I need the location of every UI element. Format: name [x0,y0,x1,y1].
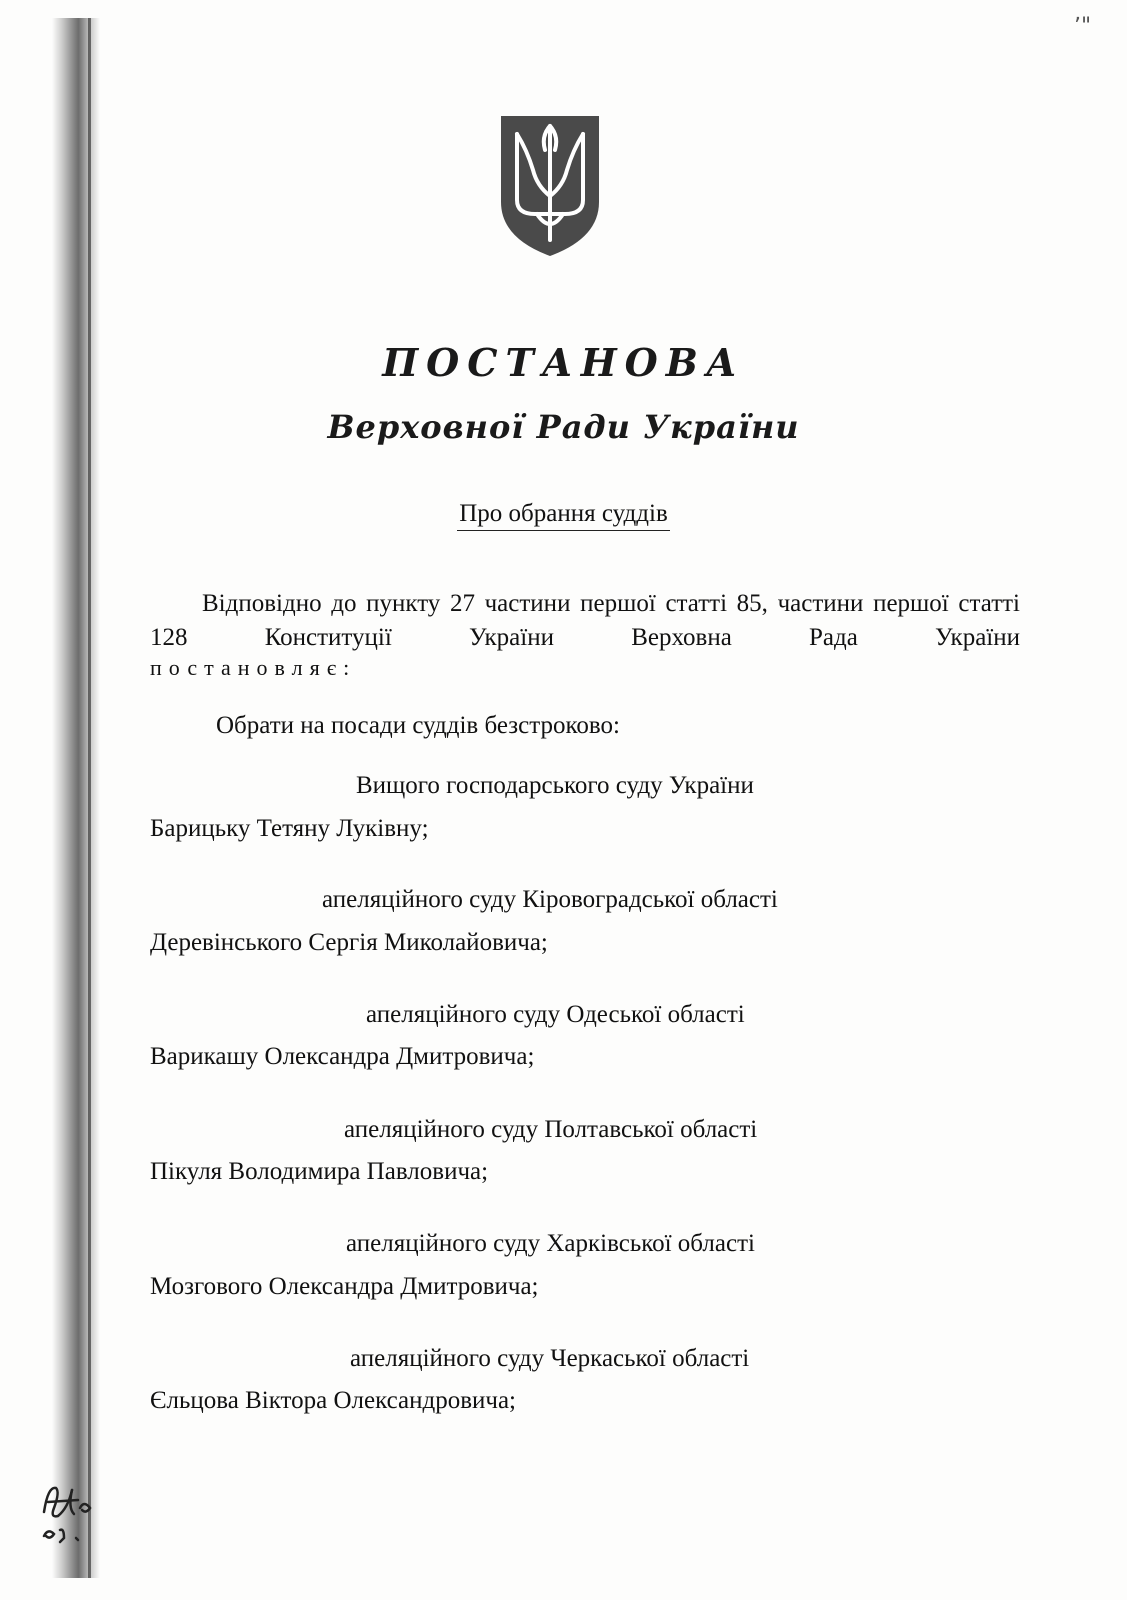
preamble-text: Відповідно до пункту 27 частини першої статті 85, частини першої статті 128 Конституції України Верховна Рада України [150,590,1020,651]
handwritten-initials-icon [38,1478,108,1548]
judge-name: Мозгового Олександра Дмитровича; [150,1273,539,1300]
resolves-word: постановляє: [150,655,357,680]
judge-name: Варикашу Олександра Дмитровича; [150,1043,535,1070]
binding-edge [88,18,91,1578]
corner-mark: ʼ" [1074,14,1092,39]
judge-name: Барицьку Тетяну Луківну; [150,815,429,842]
binding-shadow [52,18,100,1578]
document-title: ПОСТАНОВА [382,340,745,385]
judge-name: Пікуля Володимира Павловича; [150,1158,489,1185]
preamble-paragraph [150,587,1020,655]
subject-line [0,500,1127,531]
judge-name: Деревінського Сергія Миколайовича; [150,929,548,956]
court-name: апеляційного суду Одеської області [366,1001,745,1028]
court-name: апеляційного суду Черкаської області [350,1345,750,1372]
court-name: апеляційного суду Кіровоградської області [322,886,778,913]
court-name: апеляційного суду Полтавської області [344,1116,758,1143]
elect-line: Обрати на посади суддів безстроково: [216,712,620,739]
court-name: апеляційного суду Харківської області [346,1230,755,1257]
ukraine-trident-coat-of-arms-icon [495,110,605,260]
subject-text: Про обрання суддів [457,500,670,531]
judge-name: Єльцова Віктора Олександровича; [150,1387,517,1414]
court-name: Вищого господарського суду України [356,772,754,799]
issuer-name: Верховної Ради України [327,408,800,446]
